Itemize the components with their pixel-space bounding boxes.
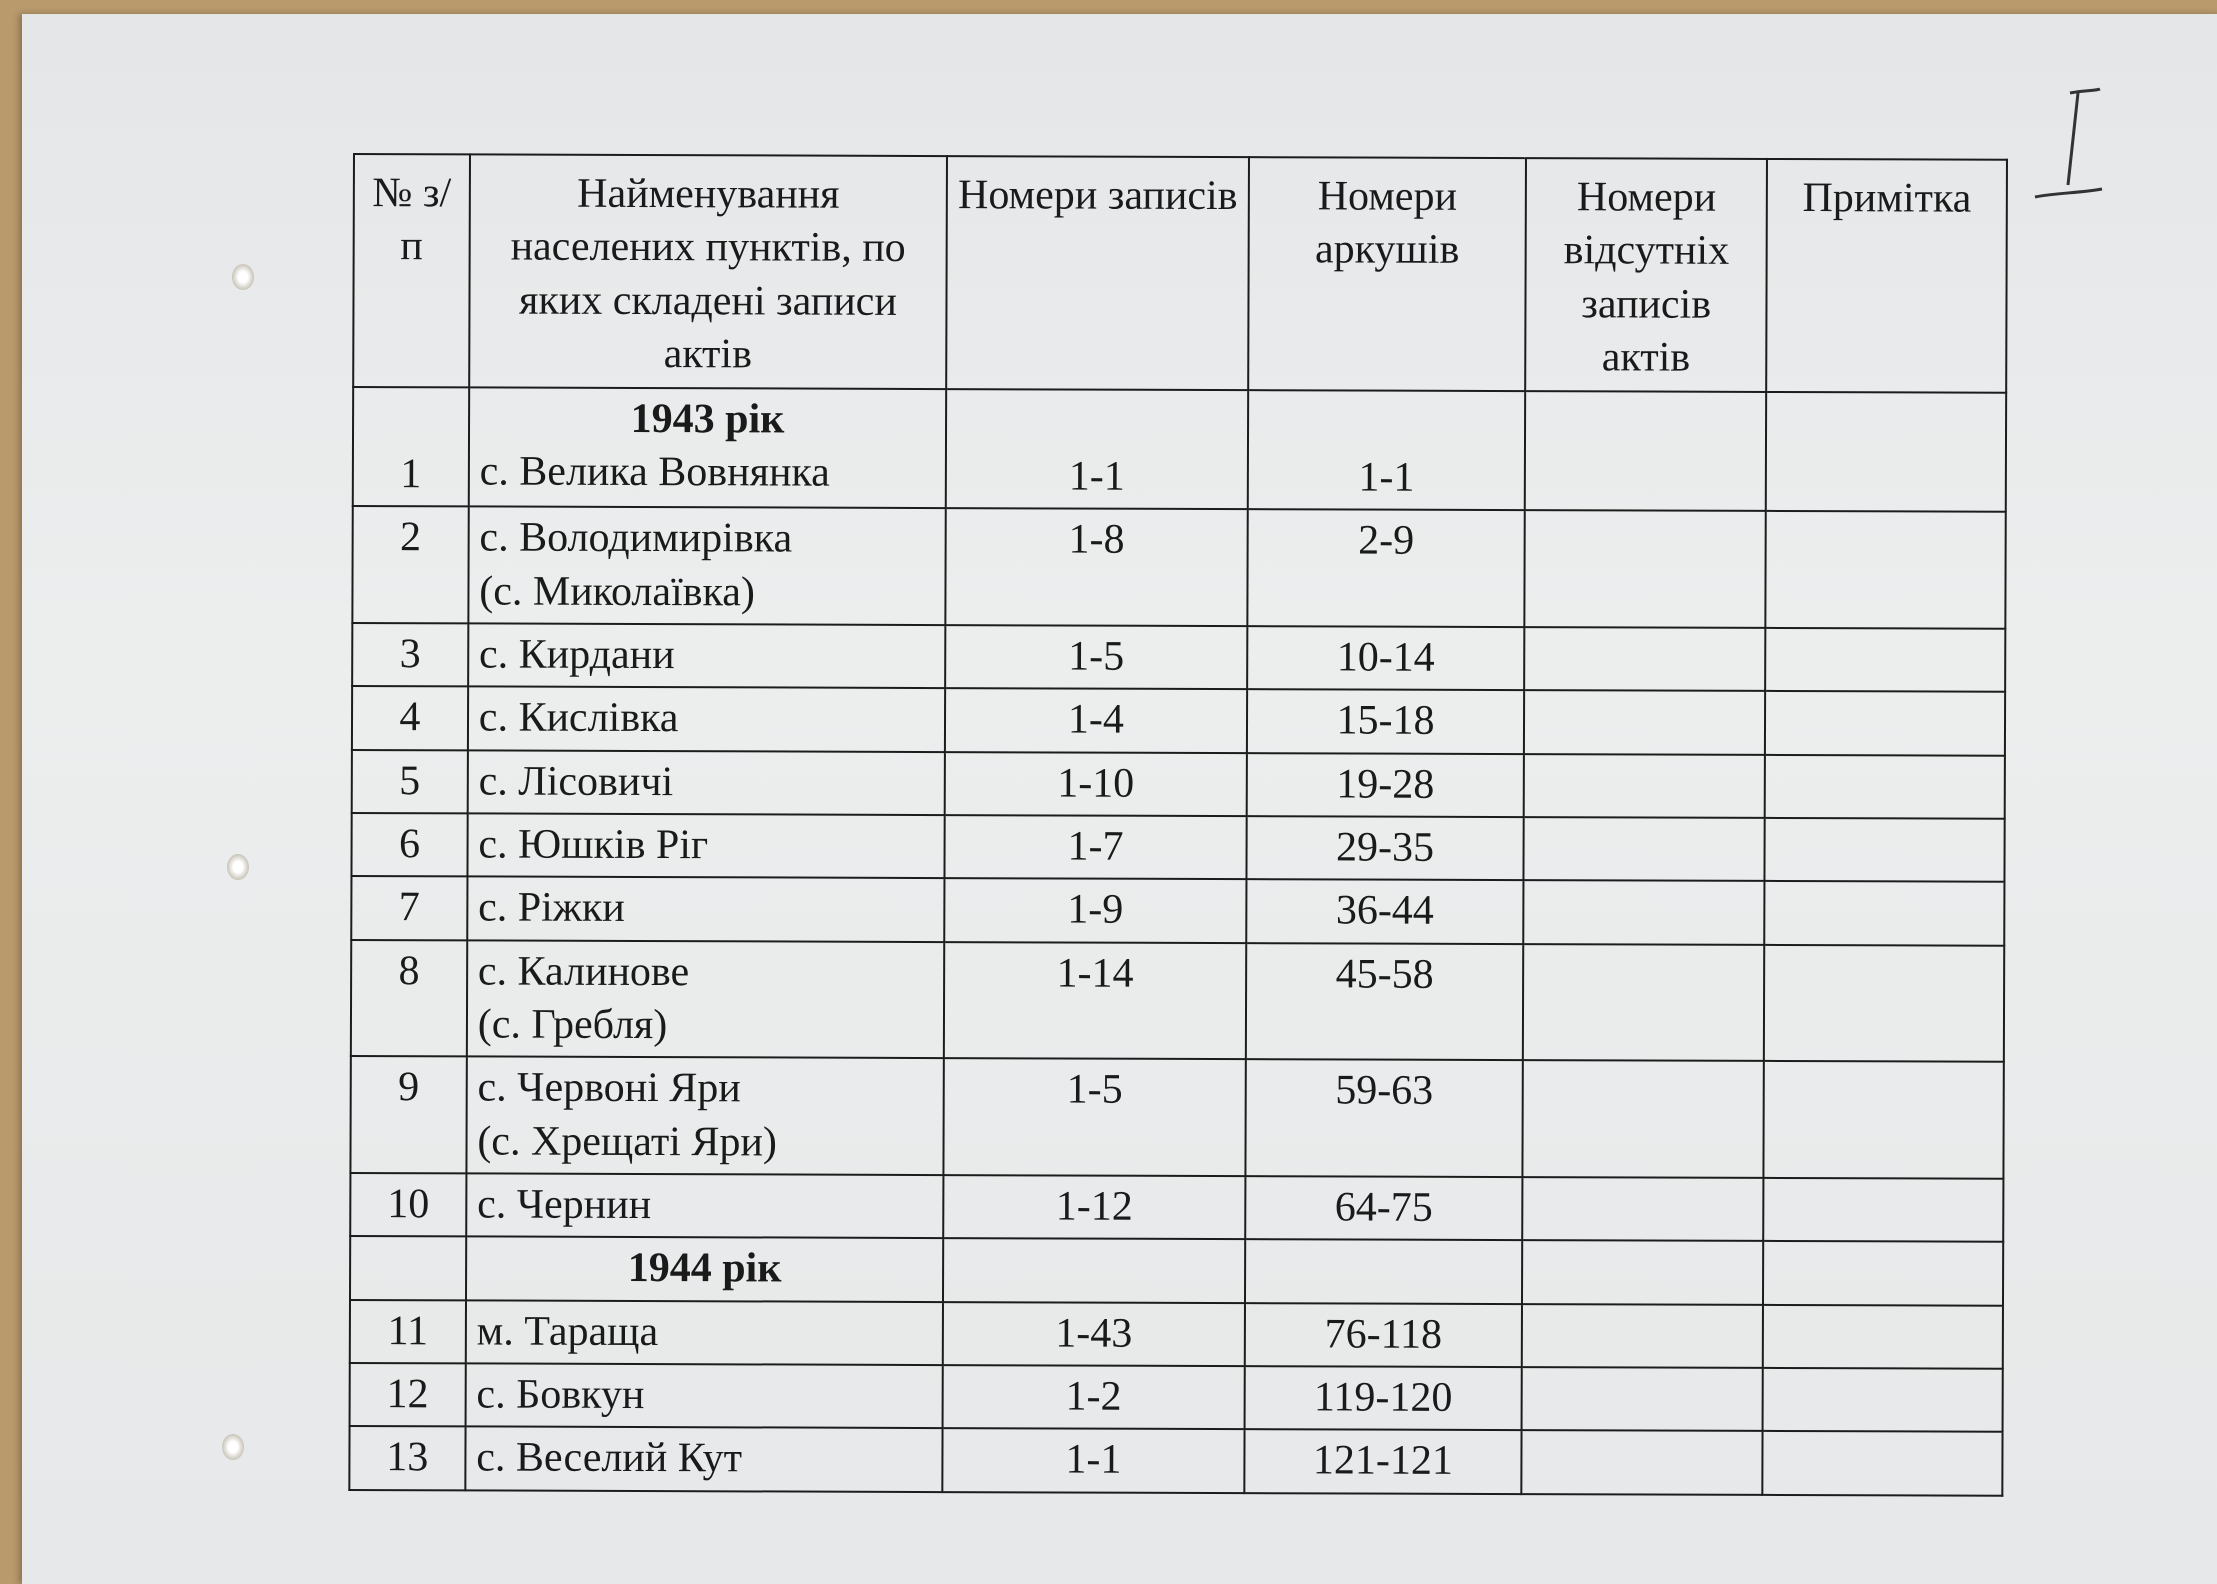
record-numbers: 1-14 bbox=[944, 942, 1246, 1060]
missing-records-cell bbox=[1522, 1367, 1763, 1431]
missing-records-cell bbox=[1523, 1060, 1764, 1177]
row-number: 7 bbox=[351, 876, 467, 940]
note-cell bbox=[1763, 1368, 2003, 1432]
sheet-numbers: 29-35 bbox=[1246, 816, 1524, 880]
sheet-numbers: 19-28 bbox=[1246, 753, 1524, 817]
settlement-name-text: с. Веселий Кут bbox=[476, 1434, 743, 1482]
settlement-name-text: с. Юшків Ріг bbox=[478, 821, 709, 869]
row-number: 1 bbox=[353, 387, 469, 507]
record-numbers: 1-1 bbox=[943, 1428, 1245, 1492]
missing-records-cell bbox=[1523, 1177, 1764, 1241]
missing-records-cell bbox=[1525, 391, 1766, 511]
record-numbers: 1-10 bbox=[945, 752, 1247, 816]
year-label: 1943 рік bbox=[630, 395, 785, 443]
row-number: 8 bbox=[351, 940, 467, 1057]
sheet-numbers: 119-120 bbox=[1244, 1366, 1522, 1430]
header-missing-records: Номери відсутніх записів актів bbox=[1525, 158, 1767, 392]
row-number: 6 bbox=[351, 813, 467, 877]
note-cell bbox=[1766, 392, 2006, 512]
table-row bbox=[349, 1426, 2002, 1495]
table-row bbox=[352, 506, 2005, 628]
year-label: 1944 рік bbox=[466, 1237, 944, 1302]
record-numbers: 1-7 bbox=[945, 815, 1247, 879]
note-cell bbox=[1765, 755, 2005, 819]
settlement-name bbox=[465, 1427, 943, 1492]
record-numbers: 1-1 bbox=[946, 389, 1248, 509]
note-cell bbox=[1762, 1431, 2002, 1495]
settlement-name bbox=[468, 687, 946, 752]
empty-cell bbox=[1763, 1241, 2003, 1305]
table-row bbox=[352, 686, 2005, 755]
sheet-numbers: 45-58 bbox=[1246, 943, 1524, 1061]
header-note: Примітка bbox=[1766, 159, 2007, 393]
empty-cell bbox=[943, 1238, 1245, 1302]
settlement-name bbox=[466, 1300, 944, 1365]
note-cell bbox=[1765, 628, 2005, 692]
records-table bbox=[348, 153, 2008, 1496]
table-row bbox=[350, 1363, 2003, 1432]
settlement-name-text: с. Червоні Яри bbox=[477, 1064, 741, 1112]
settlement-name-text: с. Калинове bbox=[477, 948, 690, 995]
row-number: 3 bbox=[352, 623, 468, 687]
row-number: 12 bbox=[350, 1363, 466, 1427]
row-number: 10 bbox=[350, 1173, 466, 1237]
sheet-numbers: 2-9 bbox=[1247, 509, 1525, 627]
record-numbers: 1-12 bbox=[943, 1175, 1245, 1239]
sheet-numbers: 15-18 bbox=[1247, 689, 1525, 753]
row-number: 11 bbox=[350, 1300, 466, 1364]
record-numbers: 1-8 bbox=[946, 508, 1248, 626]
settlement-name bbox=[467, 877, 945, 942]
table-row bbox=[350, 1173, 2003, 1242]
missing-records-cell bbox=[1523, 944, 1764, 1061]
table-row bbox=[351, 876, 2004, 945]
missing-records-cell bbox=[1524, 817, 1765, 881]
missing-records-cell bbox=[1522, 1430, 1763, 1494]
sheet-numbers: 59-63 bbox=[1245, 1059, 1523, 1177]
missing-records-cell bbox=[1524, 690, 1765, 754]
settlement-name bbox=[468, 623, 946, 688]
row-number: 9 bbox=[350, 1056, 466, 1173]
sheet-numbers: 76-118 bbox=[1244, 1303, 1522, 1367]
table-row bbox=[352, 750, 2005, 819]
punch-hole bbox=[222, 1434, 244, 1460]
note-cell bbox=[1763, 1178, 2003, 1242]
header-number: № з/п bbox=[353, 154, 470, 387]
sheet-numbers: 121-121 bbox=[1244, 1429, 1522, 1493]
table-row bbox=[350, 1056, 2003, 1178]
former-name-text: (с. Миколаївка) bbox=[479, 568, 756, 616]
settlement-name-text: с. Лісовичі bbox=[478, 758, 674, 805]
table-row bbox=[352, 623, 2005, 692]
note-cell bbox=[1764, 881, 2004, 945]
missing-records-cell bbox=[1522, 1304, 1763, 1368]
table-row bbox=[351, 940, 2004, 1062]
missing-records-cell bbox=[1525, 510, 1766, 627]
note-cell bbox=[1763, 1305, 2003, 1369]
header-sheet-numbers: Номери аркушів bbox=[1248, 157, 1526, 391]
sheet-numbers: 36-44 bbox=[1246, 879, 1524, 943]
record-numbers: 1-5 bbox=[945, 625, 1247, 689]
settlement-name-text: с. Велика Вовнянка bbox=[479, 448, 830, 496]
note-cell bbox=[1764, 945, 2004, 1062]
empty-cell bbox=[1245, 1239, 1523, 1303]
empty-cell bbox=[1522, 1240, 1763, 1304]
missing-records-cell bbox=[1524, 627, 1765, 691]
punch-hole bbox=[227, 854, 249, 880]
settlement-name bbox=[466, 1173, 944, 1238]
handwritten-roman-numeral bbox=[2030, 85, 2110, 205]
note-cell bbox=[1765, 691, 2005, 755]
settlement-name bbox=[467, 813, 945, 878]
record-numbers: 1-4 bbox=[945, 688, 1247, 752]
sheet-numbers: 1-1 bbox=[1247, 390, 1525, 510]
settlement-name bbox=[469, 387, 947, 508]
row-number: 13 bbox=[349, 1426, 465, 1490]
settlement-name bbox=[466, 1057, 944, 1175]
former-name-text: (с. Гребля) bbox=[477, 1001, 668, 1049]
settlement-name bbox=[468, 507, 946, 625]
settlement-name-text: с. Бовкун bbox=[476, 1371, 645, 1418]
settlement-name-text: м. Тараща bbox=[476, 1308, 659, 1355]
empty-cell bbox=[350, 1236, 466, 1300]
settlement-name-text: с. Володимирівка bbox=[479, 514, 793, 562]
missing-records-cell bbox=[1524, 754, 1765, 818]
record-numbers: 1-2 bbox=[943, 1365, 1245, 1429]
sheet-numbers: 64-75 bbox=[1245, 1176, 1523, 1240]
table-row bbox=[353, 387, 2006, 512]
sheet-numbers: 10-14 bbox=[1247, 626, 1525, 690]
header-record-numbers: Номери записів bbox=[946, 156, 1248, 390]
record-numbers: 1-5 bbox=[944, 1058, 1246, 1176]
row-number: 2 bbox=[352, 506, 468, 623]
row-number: 4 bbox=[352, 686, 468, 750]
record-numbers: 1-43 bbox=[943, 1302, 1245, 1366]
settlement-name-text: с. Кирдани bbox=[478, 631, 675, 679]
settlement-name-text: с. Чернин bbox=[477, 1181, 652, 1228]
note-cell bbox=[1764, 1061, 2004, 1178]
punch-hole bbox=[232, 264, 254, 290]
row-number: 5 bbox=[352, 750, 468, 814]
record-numbers: 1-9 bbox=[944, 878, 1246, 942]
missing-records-cell bbox=[1524, 880, 1765, 944]
former-name-text: (с. Хрещаті Яри) bbox=[477, 1118, 777, 1166]
table-row bbox=[350, 1300, 2003, 1369]
note-cell bbox=[1765, 511, 2005, 628]
table-header-row bbox=[353, 154, 2007, 393]
header-settlement: Найменування населених пунктів, по яких складені записи актів bbox=[469, 154, 947, 389]
settlement-name bbox=[468, 750, 946, 815]
table-row bbox=[351, 813, 2004, 882]
settlement-name bbox=[467, 940, 945, 1058]
year-row bbox=[350, 1236, 2003, 1305]
settlement-name bbox=[465, 1363, 943, 1428]
note-cell bbox=[1765, 818, 2005, 882]
settlement-name-text: с. Кислівка bbox=[478, 694, 679, 742]
settlement-name-text: с. Ріжки bbox=[478, 884, 625, 932]
